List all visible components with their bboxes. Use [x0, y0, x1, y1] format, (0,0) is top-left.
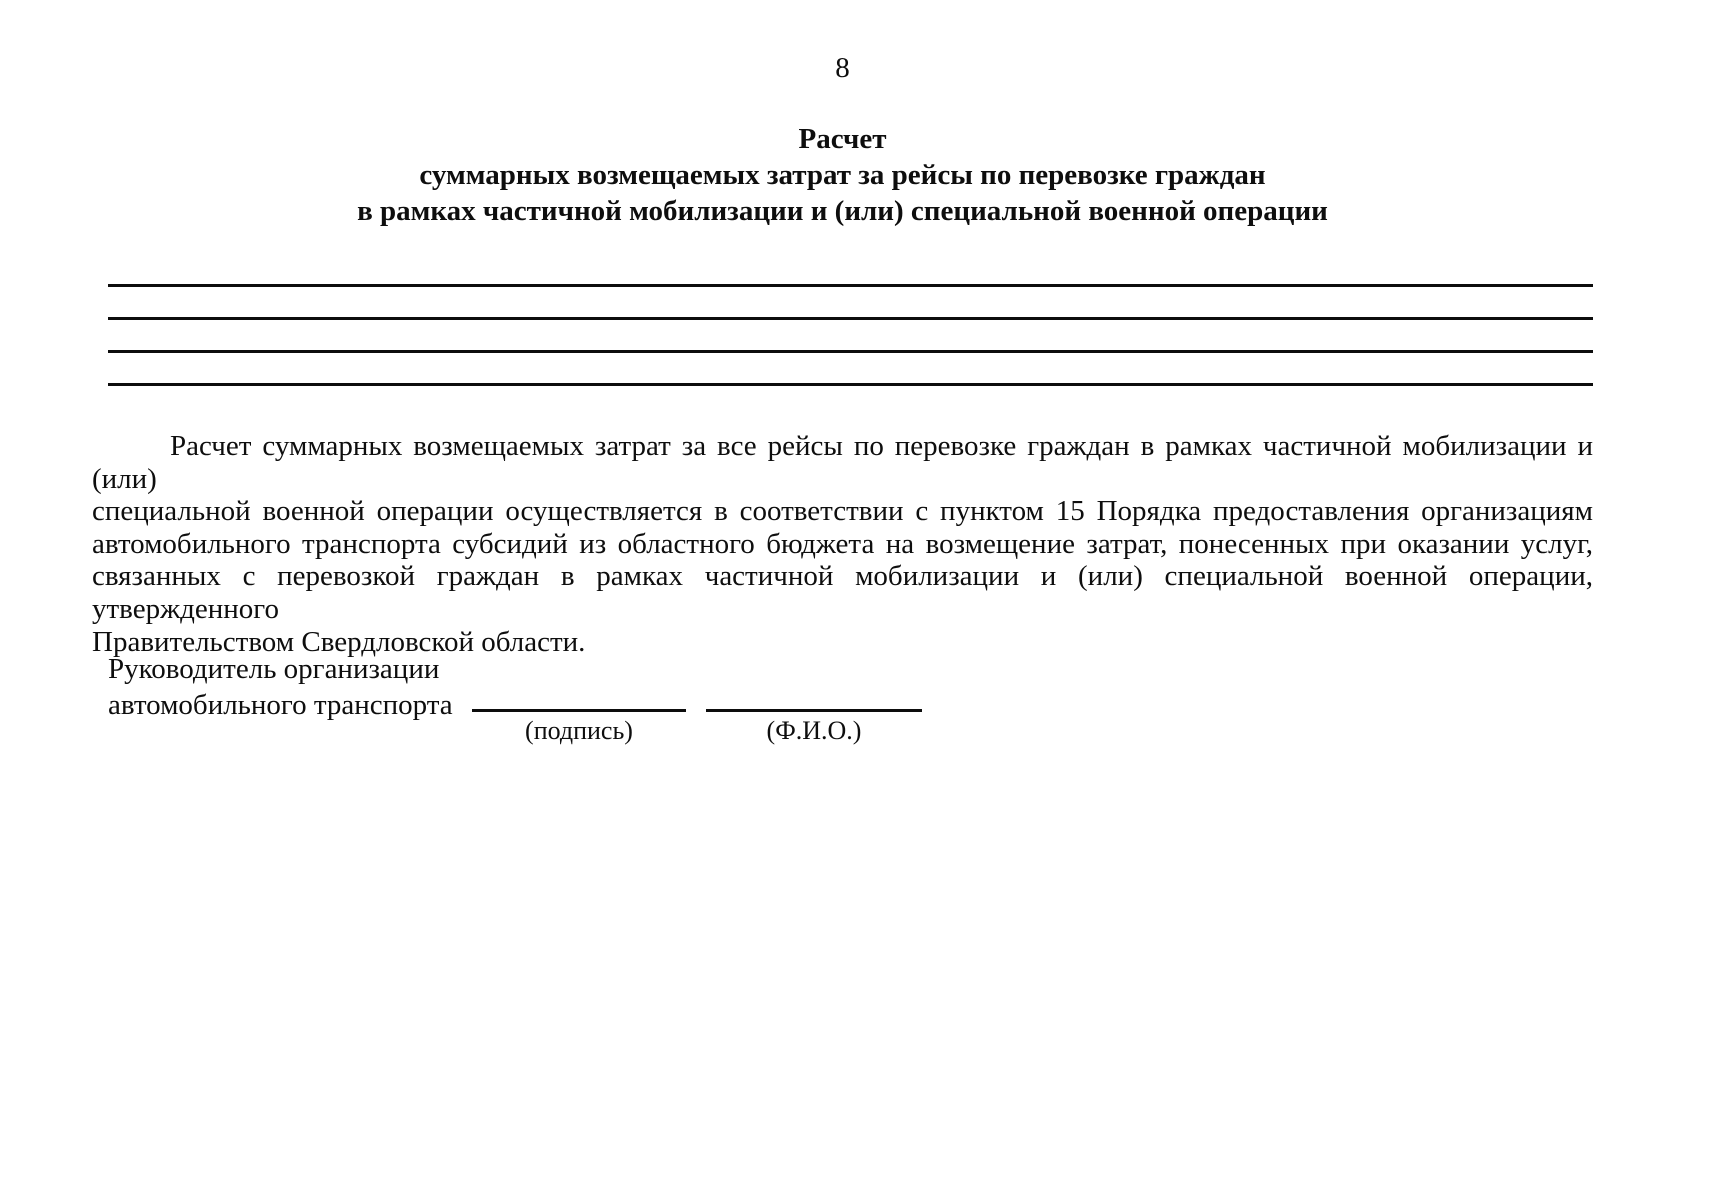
signature-role-line-1: Руководитель организации: [108, 653, 440, 685]
blank-fill-line: [108, 284, 1593, 287]
body-paragraph: [92, 430, 1593, 658]
blank-fill-line: [108, 317, 1593, 320]
title-line-2: суммарных возмещаемых затрат за рейсы по перевозке граждан: [419, 159, 1266, 191]
signature-role: [108, 652, 453, 723]
page-number: 8: [835, 52, 850, 84]
paragraph-line: связанных с перевозкой граждан в рамках частичной мобилизации и (или) специальной военной операции, утвержденного: [92, 560, 1593, 625]
paragraph-line: Расчет суммарных возмещаемых затрат за все рейсы по перевозке граждан в рамках частичной мобилизации и (или): [92, 430, 1593, 495]
document-title: [92, 121, 1593, 229]
signature-blank-line: [472, 709, 686, 712]
title-line-1: Расчет: [798, 123, 887, 155]
blank-fill-line: [108, 350, 1593, 353]
title-line-3: в рамках частичной мобилизации и (или) специальной военной операции: [357, 195, 1328, 227]
signature-caption: (подпись): [525, 716, 633, 745]
name-blank-line: [706, 709, 922, 712]
paragraph-line: автомобильного транспорта субсидий из областного бюджета на возмещение затрат, понесенных при оказании услуг,: [92, 527, 1593, 560]
name-caption: (Ф.И.О.): [766, 716, 862, 745]
signature-role-line-2: автомобильного транспорта: [108, 688, 453, 721]
paragraph-line: Правительством Свердловской области.: [92, 625, 586, 658]
paragraph-line: специальной военной операции осуществляется в соответствии с пунктом 15 Порядка предоставления организациям: [92, 495, 1593, 528]
blank-fill-line: [108, 383, 1593, 386]
